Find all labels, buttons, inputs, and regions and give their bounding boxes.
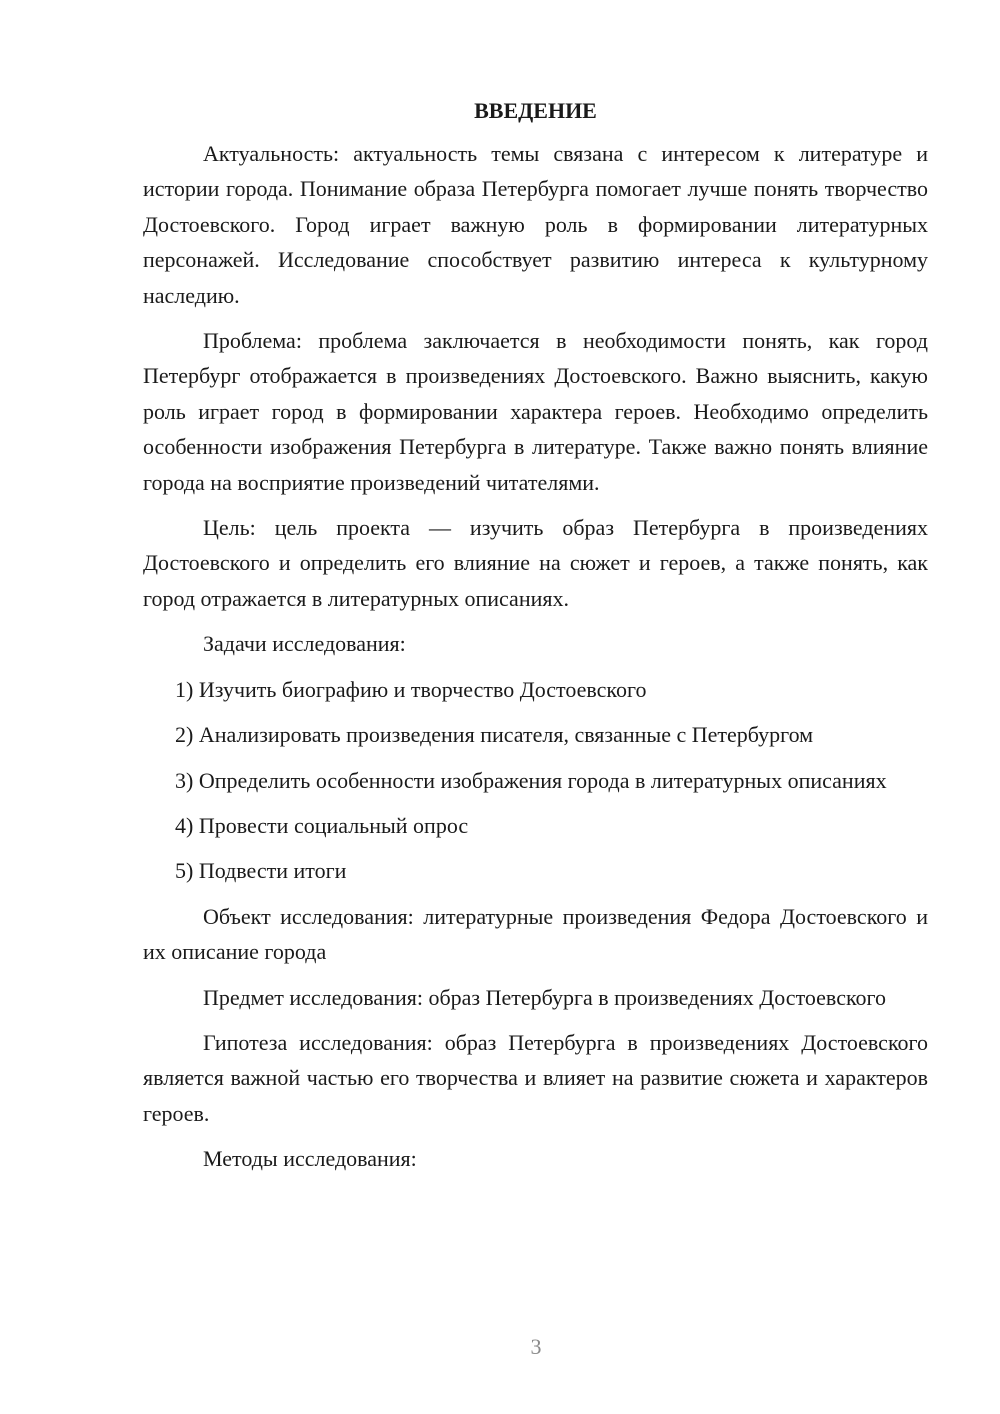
page-number: 3: [530, 1334, 542, 1359]
research-object-paragraph: Объект исследования: литературные произведения Федора Достоевского и их описание города: [143, 903, 928, 965]
section-title: ВВЕДЕНИЕ: [474, 98, 597, 123]
relevance-paragraph: Актуальность: актуальность темы связана с интересом к литературе и истории города. Понимание образа Петербурга помогает лучше понять творчество Достоевского. Город играет важную роль в формировании литературных персонажей. Исследование способствует развитию интереса к культурному наследию.: [143, 141, 928, 308]
document-page: [143, 96, 928, 1187]
problem-paragraph: Проблема: проблема заключается в необходимости понять, как город Петербург отображается в произведениях Достоевского. Важно выяснить, какую роль играет город в формировании характера героев. Необходимо определить особенности изображения Петербурга в литературе. Также важно понять влияние города на восприятие произведений читателями.: [143, 328, 928, 495]
research-subject-paragraph: Предмет исследования: образ Петербурга в произведениях Достоевского: [203, 984, 886, 1010]
task-item-4: 4) Провести социальный опрос: [175, 812, 469, 838]
task-item-5: 5) Подвести итоги: [175, 858, 347, 884]
research-methods-heading: Методы исследования:: [203, 1146, 417, 1172]
task-item-3: 3) Определить особенности изображения города в литературных описаниях: [175, 767, 887, 793]
tasks-heading: Задачи исследования:: [203, 631, 406, 657]
task-item-2: 2) Анализировать произведения писателя, связанные с Петербургом: [175, 722, 814, 748]
goal-paragraph: Цель: цель проекта — изучить образ Петербурга в произведениях Достоевского и определить его влияние на сюжет и героев, а также понять, как город отражается в литературных описаниях.: [143, 515, 928, 611]
task-item-1: 1) Изучить биографию и творчество Достоевского: [175, 676, 647, 702]
research-hypothesis-paragraph: Гипотеза исследования: образ Петербурга в произведениях Достоевского является важной частью его творчества и влияет на развитие сюжета и характеров героев.: [143, 1029, 928, 1126]
